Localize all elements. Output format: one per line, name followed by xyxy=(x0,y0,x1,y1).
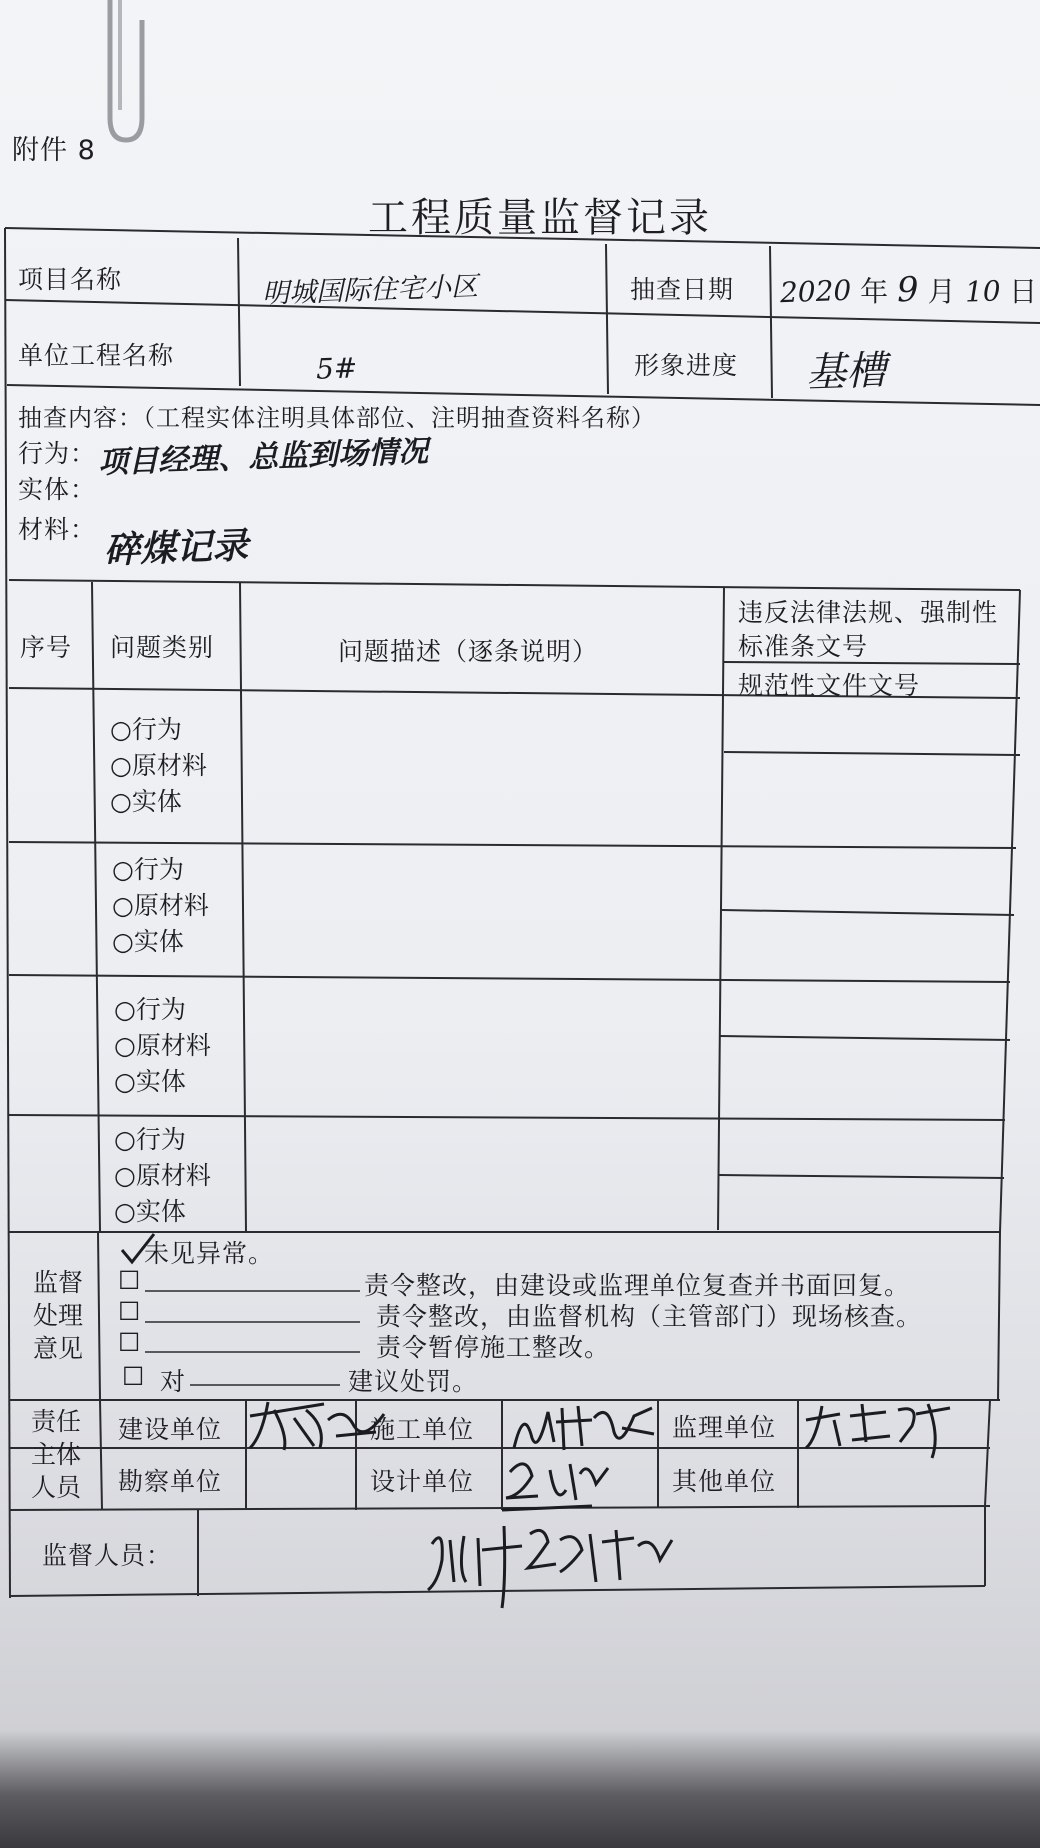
progress-value: 基槽 xyxy=(805,347,887,397)
col-seq-header: 序号 xyxy=(20,633,73,662)
unit-project-label: 单位工程名称 xyxy=(18,341,175,370)
checkbox-rectify-1[interactable]: ☐ xyxy=(118,1266,142,1295)
content-heading: 抽查内容：（工程实体注明具体部位、注明抽查资料名称） xyxy=(18,404,656,432)
inspection-date-day: 10 xyxy=(963,274,1001,309)
attachment-label: 附件 8 xyxy=(12,135,96,166)
project-name-label: 项目名称 xyxy=(18,265,123,294)
option-raw-material[interactable]: ○原材料 xyxy=(114,1031,211,1060)
construction-unit-signature xyxy=(244,1396,394,1456)
checkbox-rectify-2[interactable]: ☐ xyxy=(118,1297,142,1326)
behavior-label: 行为： xyxy=(18,439,97,468)
survey-unit-label: 勘察单位 xyxy=(118,1467,223,1496)
form-title: 工程质量监督记录 xyxy=(368,195,712,241)
option-raw-material[interactable]: ○原材料 xyxy=(112,891,209,920)
supervision-unit-label: 监理单位 xyxy=(672,1413,777,1442)
option-raw-material[interactable]: ○原材料 xyxy=(110,751,207,780)
unit-project-value: 5# xyxy=(315,351,358,386)
col-norm-header: 规范性文件文号 xyxy=(738,671,921,700)
opt-penalty-prefix: 对 xyxy=(160,1367,187,1396)
builder-unit-label: 施工单位 xyxy=(370,1415,475,1444)
supervisor-label: 监督人员： xyxy=(42,1541,173,1570)
opt-suspend: 责令暂停施工整改。 xyxy=(376,1333,611,1362)
col-law-header: 违反法律法规、强制性标准条文号 xyxy=(738,598,999,661)
opt-no-abnormal[interactable]: 未见异常。 xyxy=(144,1239,275,1268)
month-unit: 月 xyxy=(927,275,956,308)
col-description-header: 问题描述（逐条说明） xyxy=(338,637,599,666)
col-category-header: 问题类别 xyxy=(110,633,215,662)
opt-rectify-2: 责令整改，由监督机构（主管部门）现场核查。 xyxy=(376,1302,923,1331)
checkbox-penalty[interactable]: ☐ xyxy=(122,1362,146,1391)
option-behavior[interactable]: ○行为 xyxy=(110,715,182,744)
design-unit-label: 设计单位 xyxy=(370,1467,475,1496)
material-value: 碎煤记录 xyxy=(103,524,249,572)
option-entity[interactable]: ○实体 xyxy=(114,1067,186,1096)
design-unit-signature xyxy=(496,1450,616,1520)
table-row-3-category xyxy=(114,992,211,1100)
table-row-4-category xyxy=(114,1122,211,1230)
inspection-date-year: 2020 xyxy=(779,273,852,310)
option-entity[interactable]: ○实体 xyxy=(114,1197,186,1226)
table-row-1-category xyxy=(110,712,207,820)
project-name-value: 明城国际住宅小区 xyxy=(261,271,479,310)
option-entity[interactable]: ○实体 xyxy=(110,787,182,816)
responsible-label: 责任 主体 人员 xyxy=(30,1407,81,1502)
supervision-unit-signature xyxy=(800,1396,960,1466)
checkbox-suspend[interactable]: ☐ xyxy=(118,1328,142,1357)
option-behavior[interactable]: ○行为 xyxy=(114,1125,186,1154)
supervisor-signature xyxy=(420,1520,680,1610)
option-entity[interactable]: ○实体 xyxy=(112,927,184,956)
opt-rectify-1: 责令整改，由建设或监理单位复查并书面回复。 xyxy=(364,1271,911,1300)
behavior-value: 项目经理、总监到场情况 xyxy=(97,434,429,481)
inspection-date xyxy=(780,270,1037,310)
construction-unit-label: 建设单位 xyxy=(118,1415,223,1444)
progress-label: 形象进度 xyxy=(634,351,739,380)
builder-unit-signature xyxy=(504,1398,664,1458)
option-raw-material[interactable]: ○原材料 xyxy=(114,1161,211,1190)
inspection-date-month: 9 xyxy=(896,269,920,311)
inspection-date-label: 抽查日期 xyxy=(630,275,735,304)
opinion-label: 监督 处理 意见 xyxy=(32,1268,83,1363)
other-unit-label: 其他单位 xyxy=(672,1467,777,1496)
entity-label: 实体： xyxy=(18,475,97,504)
material-label: 材料： xyxy=(18,515,97,544)
table-row-2-category xyxy=(112,852,209,960)
option-behavior[interactable]: ○行为 xyxy=(112,855,184,884)
opt-penalty-suffix: 建议处罚。 xyxy=(348,1367,479,1396)
year-unit: 年 xyxy=(860,275,889,308)
day-unit: 日 xyxy=(1009,275,1038,308)
option-behavior[interactable]: ○行为 xyxy=(114,995,186,1024)
